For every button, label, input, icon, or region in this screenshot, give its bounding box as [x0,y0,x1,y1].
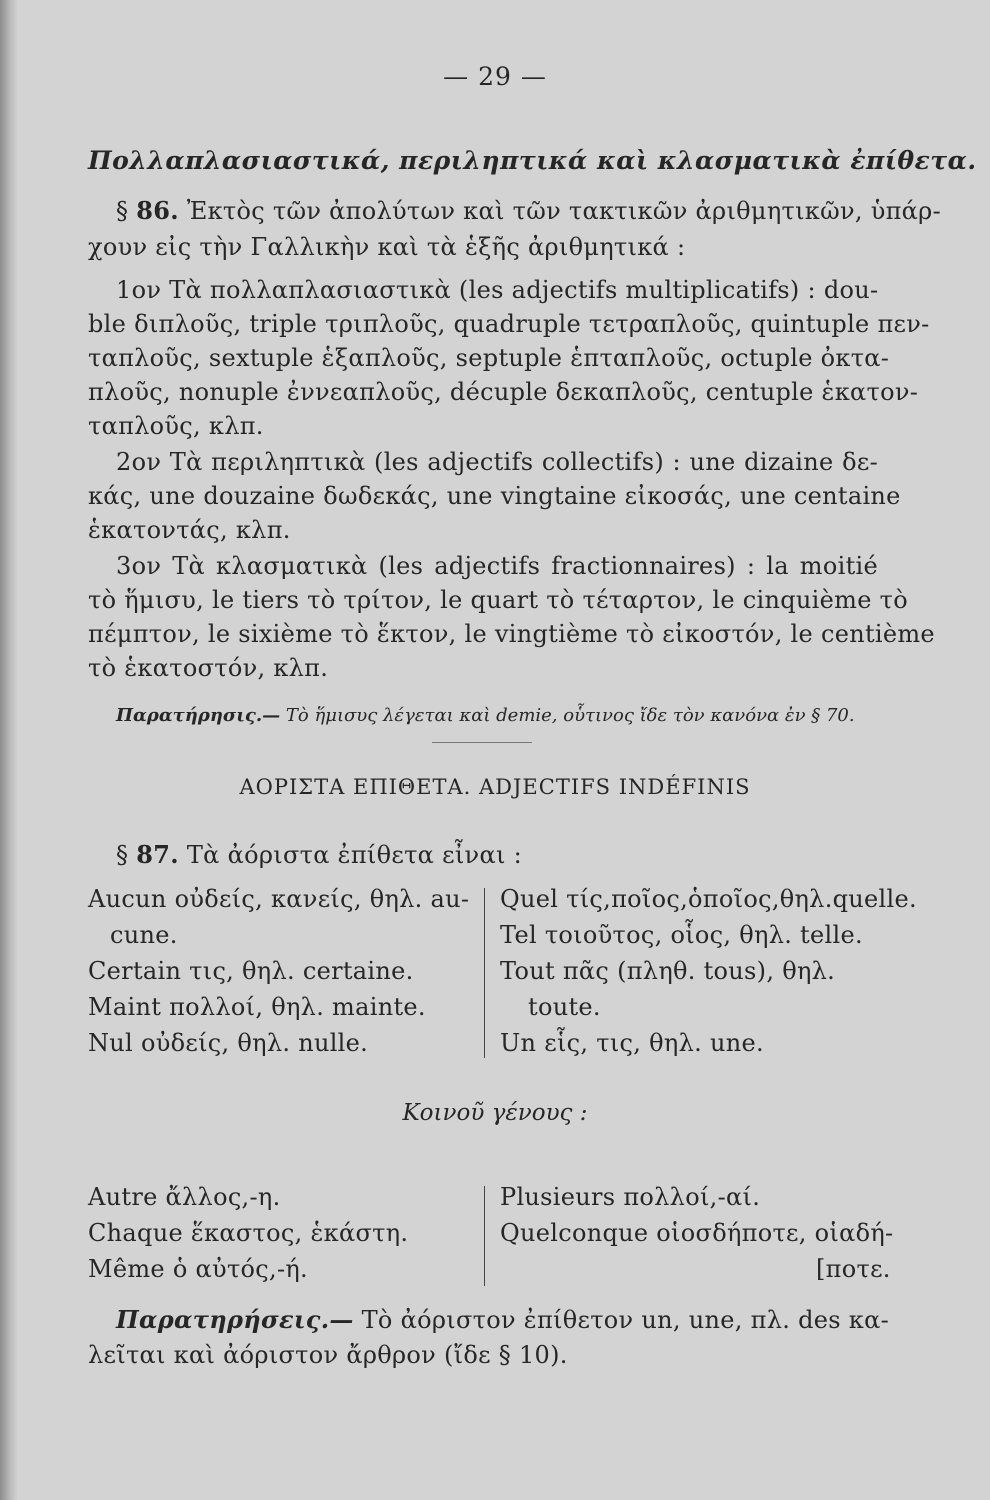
observation-label: Παρατήρησις.— [116,705,281,726]
section-number: 87. [136,840,179,869]
common-gender-heading: Κοινοῦ γένους : [402,1100,588,1126]
right-list-item: Un εἷς, τις, θηλ. une. [500,1029,764,1057]
paragraph-86-line-1 [116,196,941,225]
section-mark: § [116,841,129,869]
item-1-line-1: 1ον Τὰ πολλαπλασιαστικὰ (les adjectifs multiplicatifs) : dou- [116,276,879,304]
item-2-line-3: ἑκατοντάς, κλπ. [88,516,291,544]
item-2-line-1: 2ον Τὰ περιληπτικὰ (les adjectifs collectifs) : une dizaine δε- [116,448,878,476]
item-2-line-2: κάς, une douzaine δωδεκάς, une vingtaine εἰκοσάς, une centaine [88,482,901,510]
observations-note-line-2: λεῖται καὶ ἀόριστον ἄρθρον (ἴδε § 10). [88,1341,568,1369]
paragraph-text: Τὰ ἀόριστα ἐπίθετα εἶναι : [186,841,522,869]
observations-label: Παρατηρήσεις.— [116,1305,354,1334]
section-divider [432,742,532,743]
section-number: 86. [136,196,179,225]
section-heading: Πολλαπλασιαστικά, περιληπτικά καὶ κλασματικὰ ἐπίθετα. [88,146,977,175]
left-list-item: Certain τις, θηλ. certaine. [88,957,414,985]
left-list-item: Aucun οὐδείς, κανείς, θηλ. au- [88,885,470,913]
observations-note-line-1 [116,1305,889,1334]
right-list-item: Tel τοιοῦτος, οἷος, θηλ. telle. [500,921,863,949]
indefinite-adjectives-title: ΑΟΡΙΣΤΑ ΕΠΙΘΕΤΑ. ADJECTIFS INDÉFINIS [239,775,751,799]
observation-text: Τὸ ἥμισυς λέγεται καὶ demie, οὗτινος ἴδε τὸν κανόνα ἐν § 70. [285,705,855,726]
column-divider [484,888,485,1058]
paragraph-87 [116,840,522,869]
item-3-line-1: 3ον Τὰ κλασματικὰ (les adjectifs fractionnaires) : la moitié [116,552,878,580]
item-3-line-3: πέμπτον, le sixième τὸ ἕκτον, le vingtième τὸ εἰκοστόν, le centième [88,620,935,648]
left-list-item: Maint πολλοί, θηλ. mainte. [88,993,426,1021]
right-list2-item: Plusieurs πολλοί,-αί. [500,1183,761,1211]
left-list2-item: Même ὁ αὐτός,-ή. [88,1255,308,1283]
left-list-item: cune. [110,921,178,949]
right-list-item: Tout πᾶς (πληθ. tous), θηλ. [500,957,836,985]
item-1-line-4: πλοῦς, nonuple ἐννεαπλοῦς, décuple δεκαπλοῦς, centuple ἑκατον- [88,378,919,406]
right-list-item: Quel τίς,ποῖος,ὁποῖος,θηλ.quelle. [500,885,917,913]
left-list2-item: Chaque ἕκαστος, ἑκάστη. [88,1219,409,1247]
left-list2-item: Autre ἄλλος,-η. [88,1183,281,1211]
section-mark: § [116,197,129,225]
item-3-line-4: τὸ ἑκατοστόν, κλπ. [88,654,329,682]
right-list2-item: [ποτε. [816,1255,891,1283]
item-1-line-3: ταπλοῦς, sextuple ἑξαπλοῦς, septuple ἑπταπλοῦς, octuple ὀκτα- [88,344,890,372]
column-divider-2 [484,1186,485,1286]
left-list-item: Nul οὐδείς, θηλ. nulle. [88,1029,369,1057]
paragraph-text: Ἐκτὸς τῶν ἀπολύτων καὶ τῶν τακτικῶν ἀριθμητικῶν, ὑπάρ- [186,197,941,225]
page-number: — 29 — [443,62,547,91]
observations-text: Τὸ ἀόριστον ἐπίθετον un, une, πλ. des κα- [361,1306,889,1334]
item-1-line-5: ταπλοῦς, κλπ. [88,412,264,440]
right-list-item: toute. [528,993,601,1021]
paragraph-86-line-2: χουν εἰς τὴν Γαλλικὴν καὶ τὰ ἑξῆς ἀριθμητικά : [88,233,686,261]
item-1-line-2: ble διπλοῦς, triple τριπλοῦς, quadruple τετραπλοῦς, quintuple πεν- [88,310,930,338]
observation-note [116,705,855,726]
item-3-line-2: τὸ ἥμισυ, le tiers τὸ τρίτον, le quart τὸ τέταρτον, le cinquième τὸ [88,586,908,614]
right-list2-item: Quelconque οἱοσδήποτε, οἱαδή- [500,1219,894,1247]
book-spine-shadow [0,0,18,1500]
